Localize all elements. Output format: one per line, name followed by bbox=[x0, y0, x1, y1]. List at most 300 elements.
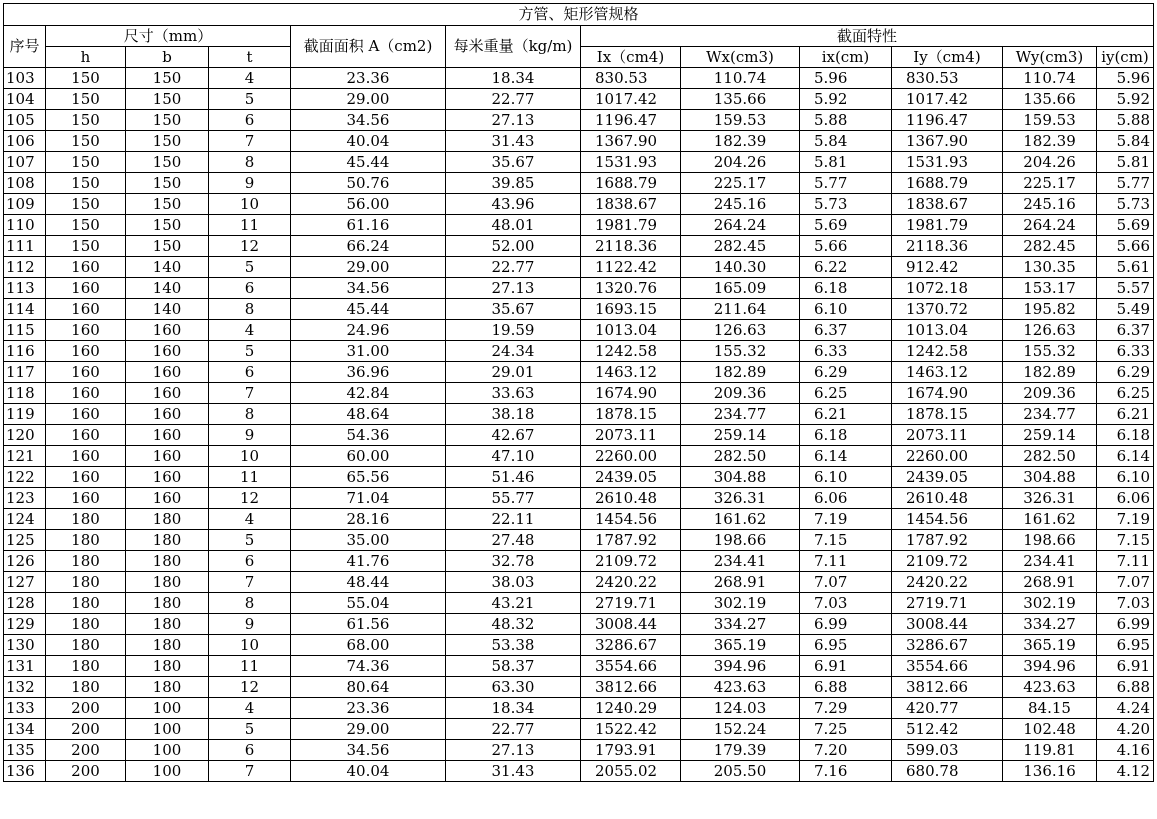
cell-b: 180 bbox=[126, 614, 209, 635]
cell-b: 180 bbox=[126, 551, 209, 572]
cell-weight: 35.67 bbox=[446, 152, 581, 173]
table-row bbox=[4, 719, 1154, 740]
cell-wy: 394.96 bbox=[1003, 656, 1097, 677]
cell-wx: 110.74 bbox=[681, 68, 800, 89]
cell-h: 160 bbox=[46, 320, 126, 341]
cell-ix-cm: 6.18 bbox=[800, 425, 892, 446]
table-title: 方管、矩形管规格 bbox=[4, 4, 1154, 26]
cell-area: 74.36 bbox=[291, 656, 446, 677]
table-row bbox=[4, 656, 1154, 677]
cell-ix-cm: 7.07 bbox=[800, 572, 892, 593]
cell-h: 160 bbox=[46, 488, 126, 509]
header-t: t bbox=[209, 47, 291, 68]
cell-h: 160 bbox=[46, 341, 126, 362]
cell-area: 55.04 bbox=[291, 593, 446, 614]
cell-iy-cm: 6.88 bbox=[1097, 677, 1154, 698]
cell-iy-cm: 7.07 bbox=[1097, 572, 1154, 593]
cell-h: 180 bbox=[46, 551, 126, 572]
cell-iy-cm: 6.29 bbox=[1097, 362, 1154, 383]
cell-t: 5 bbox=[209, 257, 291, 278]
cell-ix-cm: 7.19 bbox=[800, 509, 892, 530]
cell-index: 121 bbox=[4, 446, 46, 467]
cell-iy-cm4: 1787.92 bbox=[892, 530, 1003, 551]
cell-weight: 63.30 bbox=[446, 677, 581, 698]
cell-h: 150 bbox=[46, 236, 126, 257]
cell-ix-cm: 6.95 bbox=[800, 635, 892, 656]
cell-index: 124 bbox=[4, 509, 46, 530]
cell-iy-cm: 6.33 bbox=[1097, 341, 1154, 362]
cell-weight: 53.38 bbox=[446, 635, 581, 656]
cell-index: 106 bbox=[4, 131, 46, 152]
cell-iy-cm: 6.06 bbox=[1097, 488, 1154, 509]
cell-area: 71.04 bbox=[291, 488, 446, 509]
cell-weight: 38.03 bbox=[446, 572, 581, 593]
cell-index: 115 bbox=[4, 320, 46, 341]
cell-iy-cm: 5.81 bbox=[1097, 152, 1154, 173]
cell-h: 200 bbox=[46, 740, 126, 761]
cell-area: 40.04 bbox=[291, 131, 446, 152]
cell-wx: 282.45 bbox=[681, 236, 800, 257]
cell-iy-cm4: 2260.00 bbox=[892, 446, 1003, 467]
cell-ix-cm: 6.22 bbox=[800, 257, 892, 278]
cell-h: 180 bbox=[46, 614, 126, 635]
cell-ix-cm4: 1688.79 bbox=[581, 173, 681, 194]
cell-iy-cm4: 1878.15 bbox=[892, 404, 1003, 425]
cell-h: 150 bbox=[46, 215, 126, 236]
cell-index: 114 bbox=[4, 299, 46, 320]
cell-wx: 159.53 bbox=[681, 110, 800, 131]
cell-wy: 225.17 bbox=[1003, 173, 1097, 194]
cell-area: 40.04 bbox=[291, 761, 446, 782]
cell-wx: 140.30 bbox=[681, 257, 800, 278]
cell-wy: 195.82 bbox=[1003, 299, 1097, 320]
cell-t: 12 bbox=[209, 236, 291, 257]
cell-area: 45.44 bbox=[291, 152, 446, 173]
cell-t: 11 bbox=[209, 215, 291, 236]
cell-iy-cm4: 1531.93 bbox=[892, 152, 1003, 173]
cell-iy-cm: 5.61 bbox=[1097, 257, 1154, 278]
cell-weight: 22.77 bbox=[446, 257, 581, 278]
cell-iy-cm: 6.18 bbox=[1097, 425, 1154, 446]
cell-ix-cm: 5.84 bbox=[800, 131, 892, 152]
cell-area: 29.00 bbox=[291, 89, 446, 110]
cell-index: 127 bbox=[4, 572, 46, 593]
cell-iy-cm: 5.69 bbox=[1097, 215, 1154, 236]
cell-iy-cm4: 1367.90 bbox=[892, 131, 1003, 152]
cell-area: 66.24 bbox=[291, 236, 446, 257]
cell-wy: 130.35 bbox=[1003, 257, 1097, 278]
cell-ix-cm4: 1693.15 bbox=[581, 299, 681, 320]
cell-wx: 225.17 bbox=[681, 173, 800, 194]
cell-t: 8 bbox=[209, 152, 291, 173]
table-row bbox=[4, 110, 1154, 131]
table-row bbox=[4, 383, 1154, 404]
cell-wx: 209.36 bbox=[681, 383, 800, 404]
cell-index: 122 bbox=[4, 467, 46, 488]
cell-ix-cm: 5.73 bbox=[800, 194, 892, 215]
cell-ix-cm: 7.16 bbox=[800, 761, 892, 782]
cell-iy-cm: 7.15 bbox=[1097, 530, 1154, 551]
cell-wx: 282.50 bbox=[681, 446, 800, 467]
cell-wx: 155.32 bbox=[681, 341, 800, 362]
cell-ix-cm4: 3008.44 bbox=[581, 614, 681, 635]
cell-ix-cm4: 2055.02 bbox=[581, 761, 681, 782]
cell-iy-cm4: 1242.58 bbox=[892, 341, 1003, 362]
cell-iy-cm4: 1463.12 bbox=[892, 362, 1003, 383]
cell-b: 160 bbox=[126, 467, 209, 488]
cell-wy: 264.24 bbox=[1003, 215, 1097, 236]
cell-t: 11 bbox=[209, 656, 291, 677]
cell-iy-cm: 5.92 bbox=[1097, 89, 1154, 110]
cell-iy-cm: 5.88 bbox=[1097, 110, 1154, 131]
cell-iy-cm4: 830.53 bbox=[892, 68, 1003, 89]
cell-iy-cm4: 912.42 bbox=[892, 257, 1003, 278]
cell-b: 150 bbox=[126, 89, 209, 110]
cell-b: 180 bbox=[126, 530, 209, 551]
cell-ix-cm4: 1367.90 bbox=[581, 131, 681, 152]
cell-ix-cm4: 1878.15 bbox=[581, 404, 681, 425]
cell-b: 150 bbox=[126, 194, 209, 215]
cell-ix-cm4: 2073.11 bbox=[581, 425, 681, 446]
cell-wy: 259.14 bbox=[1003, 425, 1097, 446]
cell-area: 31.00 bbox=[291, 341, 446, 362]
cell-t: 4 bbox=[209, 320, 291, 341]
cell-wy: 126.63 bbox=[1003, 320, 1097, 341]
cell-ix-cm4: 1463.12 bbox=[581, 362, 681, 383]
cell-b: 150 bbox=[126, 131, 209, 152]
cell-weight: 27.48 bbox=[446, 530, 581, 551]
cell-ix-cm4: 2420.22 bbox=[581, 572, 681, 593]
cell-weight: 32.78 bbox=[446, 551, 581, 572]
table-row bbox=[4, 341, 1154, 362]
cell-wx: 204.26 bbox=[681, 152, 800, 173]
header-size-group: 尺寸（mm） bbox=[46, 26, 291, 47]
cell-iy-cm: 4.16 bbox=[1097, 740, 1154, 761]
cell-t: 10 bbox=[209, 446, 291, 467]
cell-iy-cm4: 1370.72 bbox=[892, 299, 1003, 320]
cell-ix-cm: 6.88 bbox=[800, 677, 892, 698]
cell-area: 61.16 bbox=[291, 215, 446, 236]
cell-index: 132 bbox=[4, 677, 46, 698]
cell-iy-cm4: 3008.44 bbox=[892, 614, 1003, 635]
cell-b: 160 bbox=[126, 488, 209, 509]
cell-t: 5 bbox=[209, 530, 291, 551]
cell-ix-cm4: 2109.72 bbox=[581, 551, 681, 572]
table-row bbox=[4, 194, 1154, 215]
cell-area: 68.00 bbox=[291, 635, 446, 656]
cell-iy-cm4: 3554.66 bbox=[892, 656, 1003, 677]
header-index: 序号 bbox=[4, 26, 46, 68]
table-row bbox=[4, 278, 1154, 299]
cell-ix-cm4: 1240.29 bbox=[581, 698, 681, 719]
header-ix-cm4: Ix（cm4) bbox=[581, 47, 681, 68]
cell-wx: 423.63 bbox=[681, 677, 800, 698]
cell-iy-cm4: 1013.04 bbox=[892, 320, 1003, 341]
cell-iy-cm: 5.84 bbox=[1097, 131, 1154, 152]
cell-t: 10 bbox=[209, 194, 291, 215]
cell-index: 117 bbox=[4, 362, 46, 383]
table-row bbox=[4, 488, 1154, 509]
cell-ix-cm: 7.03 bbox=[800, 593, 892, 614]
cell-index: 118 bbox=[4, 383, 46, 404]
cell-wx: 211.64 bbox=[681, 299, 800, 320]
table-row bbox=[4, 509, 1154, 530]
cell-index: 119 bbox=[4, 404, 46, 425]
cell-iy-cm4: 1688.79 bbox=[892, 173, 1003, 194]
cell-wy: 334.27 bbox=[1003, 614, 1097, 635]
cell-weight: 22.77 bbox=[446, 89, 581, 110]
table-row bbox=[4, 614, 1154, 635]
cell-ix-cm4: 1522.42 bbox=[581, 719, 681, 740]
cell-index: 109 bbox=[4, 194, 46, 215]
table-row bbox=[4, 68, 1154, 89]
cell-b: 100 bbox=[126, 761, 209, 782]
cell-wy: 155.32 bbox=[1003, 341, 1097, 362]
cell-index: 112 bbox=[4, 257, 46, 278]
cell-h: 180 bbox=[46, 593, 126, 614]
cell-index: 107 bbox=[4, 152, 46, 173]
table-row bbox=[4, 215, 1154, 236]
cell-ix-cm4: 830.53 bbox=[581, 68, 681, 89]
cell-wy: 268.91 bbox=[1003, 572, 1097, 593]
cell-b: 100 bbox=[126, 698, 209, 719]
cell-weight: 22.11 bbox=[446, 509, 581, 530]
cell-b: 160 bbox=[126, 383, 209, 404]
cell-ix-cm: 5.77 bbox=[800, 173, 892, 194]
table-row bbox=[4, 740, 1154, 761]
cell-wx: 165.09 bbox=[681, 278, 800, 299]
cell-ix-cm: 7.25 bbox=[800, 719, 892, 740]
header-section-group: 截面特性 bbox=[581, 26, 1154, 47]
cell-wx: 264.24 bbox=[681, 215, 800, 236]
cell-h: 180 bbox=[46, 509, 126, 530]
cell-weight: 51.46 bbox=[446, 467, 581, 488]
cell-iy-cm4: 1196.47 bbox=[892, 110, 1003, 131]
cell-wx: 179.39 bbox=[681, 740, 800, 761]
cell-weight: 43.96 bbox=[446, 194, 581, 215]
cell-ix-cm: 5.88 bbox=[800, 110, 892, 131]
table-row bbox=[4, 530, 1154, 551]
cell-wy: 209.36 bbox=[1003, 383, 1097, 404]
cell-b: 160 bbox=[126, 362, 209, 383]
cell-weight: 27.13 bbox=[446, 740, 581, 761]
cell-t: 7 bbox=[209, 383, 291, 404]
cell-t: 12 bbox=[209, 677, 291, 698]
cell-ix-cm4: 3286.67 bbox=[581, 635, 681, 656]
cell-ix-cm: 6.14 bbox=[800, 446, 892, 467]
header-b: b bbox=[126, 47, 209, 68]
cell-ix-cm4: 1531.93 bbox=[581, 152, 681, 173]
cell-ix-cm: 7.11 bbox=[800, 551, 892, 572]
cell-t: 4 bbox=[209, 698, 291, 719]
cell-iy-cm4: 1838.67 bbox=[892, 194, 1003, 215]
cell-ix-cm: 6.06 bbox=[800, 488, 892, 509]
cell-ix-cm4: 1320.76 bbox=[581, 278, 681, 299]
cell-h: 150 bbox=[46, 194, 126, 215]
cell-weight: 55.77 bbox=[446, 488, 581, 509]
cell-ix-cm4: 2118.36 bbox=[581, 236, 681, 257]
cell-iy-cm4: 2719.71 bbox=[892, 593, 1003, 614]
cell-t: 7 bbox=[209, 572, 291, 593]
cell-iy-cm4: 2610.48 bbox=[892, 488, 1003, 509]
cell-index: 129 bbox=[4, 614, 46, 635]
cell-ix-cm: 7.15 bbox=[800, 530, 892, 551]
cell-b: 180 bbox=[126, 572, 209, 593]
cell-iy-cm: 5.96 bbox=[1097, 68, 1154, 89]
cell-ix-cm: 6.10 bbox=[800, 467, 892, 488]
cell-index: 105 bbox=[4, 110, 46, 131]
cell-ix-cm4: 1454.56 bbox=[581, 509, 681, 530]
cell-b: 180 bbox=[126, 635, 209, 656]
cell-h: 160 bbox=[46, 383, 126, 404]
cell-ix-cm4: 1242.58 bbox=[581, 341, 681, 362]
cell-h: 160 bbox=[46, 278, 126, 299]
cell-ix-cm4: 1787.92 bbox=[581, 530, 681, 551]
cell-wy: 159.53 bbox=[1003, 110, 1097, 131]
cell-h: 160 bbox=[46, 299, 126, 320]
cell-iy-cm: 4.12 bbox=[1097, 761, 1154, 782]
table-row bbox=[4, 299, 1154, 320]
cell-b: 150 bbox=[126, 110, 209, 131]
cell-t: 9 bbox=[209, 614, 291, 635]
cell-wx: 394.96 bbox=[681, 656, 800, 677]
cell-wy: 365.19 bbox=[1003, 635, 1097, 656]
table-row bbox=[4, 320, 1154, 341]
cell-iy-cm: 7.11 bbox=[1097, 551, 1154, 572]
cell-t: 10 bbox=[209, 635, 291, 656]
cell-iy-cm4: 599.03 bbox=[892, 740, 1003, 761]
cell-iy-cm: 5.57 bbox=[1097, 278, 1154, 299]
cell-area: 42.84 bbox=[291, 383, 446, 404]
cell-iy-cm: 5.73 bbox=[1097, 194, 1154, 215]
cell-weight: 29.01 bbox=[446, 362, 581, 383]
cell-ix-cm: 6.37 bbox=[800, 320, 892, 341]
cell-h: 180 bbox=[46, 530, 126, 551]
cell-area: 80.64 bbox=[291, 677, 446, 698]
cell-ix-cm4: 3554.66 bbox=[581, 656, 681, 677]
cell-wy: 423.63 bbox=[1003, 677, 1097, 698]
cell-iy-cm4: 3812.66 bbox=[892, 677, 1003, 698]
cell-area: 65.56 bbox=[291, 467, 446, 488]
cell-b: 160 bbox=[126, 404, 209, 425]
cell-wy: 302.19 bbox=[1003, 593, 1097, 614]
cell-wy: 182.89 bbox=[1003, 362, 1097, 383]
table-row bbox=[4, 425, 1154, 446]
cell-iy-cm4: 680.78 bbox=[892, 761, 1003, 782]
cell-ix-cm: 6.25 bbox=[800, 383, 892, 404]
cell-area: 48.44 bbox=[291, 572, 446, 593]
table-row bbox=[4, 236, 1154, 257]
cell-wy: 326.31 bbox=[1003, 488, 1097, 509]
table-row bbox=[4, 677, 1154, 698]
cell-iy-cm4: 1981.79 bbox=[892, 215, 1003, 236]
cell-b: 150 bbox=[126, 215, 209, 236]
cell-ix-cm4: 2260.00 bbox=[581, 446, 681, 467]
cell-wy: 161.62 bbox=[1003, 509, 1097, 530]
cell-iy-cm: 7.19 bbox=[1097, 509, 1154, 530]
cell-wx: 365.19 bbox=[681, 635, 800, 656]
cell-area: 41.76 bbox=[291, 551, 446, 572]
cell-ix-cm: 7.20 bbox=[800, 740, 892, 761]
cell-iy-cm: 6.37 bbox=[1097, 320, 1154, 341]
cell-wx: 334.27 bbox=[681, 614, 800, 635]
cell-iy-cm4: 512.42 bbox=[892, 719, 1003, 740]
table-row bbox=[4, 761, 1154, 782]
cell-ix-cm4: 1122.42 bbox=[581, 257, 681, 278]
cell-weight: 27.13 bbox=[446, 278, 581, 299]
cell-iy-cm: 6.14 bbox=[1097, 446, 1154, 467]
cell-wx: 152.24 bbox=[681, 719, 800, 740]
cell-wx: 135.66 bbox=[681, 89, 800, 110]
cell-t: 8 bbox=[209, 299, 291, 320]
cell-iy-cm: 6.10 bbox=[1097, 467, 1154, 488]
cell-weight: 27.13 bbox=[446, 110, 581, 131]
cell-index: 103 bbox=[4, 68, 46, 89]
cell-area: 54.36 bbox=[291, 425, 446, 446]
table-row bbox=[4, 131, 1154, 152]
cell-h: 180 bbox=[46, 677, 126, 698]
table-row bbox=[4, 467, 1154, 488]
cell-iy-cm: 6.95 bbox=[1097, 635, 1154, 656]
cell-area: 24.96 bbox=[291, 320, 446, 341]
cell-t: 9 bbox=[209, 425, 291, 446]
cell-index: 110 bbox=[4, 215, 46, 236]
cell-ix-cm: 6.99 bbox=[800, 614, 892, 635]
cell-b: 150 bbox=[126, 173, 209, 194]
cell-t: 6 bbox=[209, 278, 291, 299]
cell-wx: 182.89 bbox=[681, 362, 800, 383]
cell-ix-cm: 5.66 bbox=[800, 236, 892, 257]
spec-table bbox=[3, 3, 1154, 782]
cell-ix-cm4: 3812.66 bbox=[581, 677, 681, 698]
cell-t: 7 bbox=[209, 131, 291, 152]
cell-index: 116 bbox=[4, 341, 46, 362]
header-wy: Wy(cm3) bbox=[1003, 47, 1097, 68]
cell-index: 123 bbox=[4, 488, 46, 509]
cell-wx: 245.16 bbox=[681, 194, 800, 215]
cell-area: 56.00 bbox=[291, 194, 446, 215]
table-row bbox=[4, 698, 1154, 719]
table-row bbox=[4, 173, 1154, 194]
cell-iy-cm: 7.03 bbox=[1097, 593, 1154, 614]
cell-b: 140 bbox=[126, 299, 209, 320]
cell-iy-cm4: 1072.18 bbox=[892, 278, 1003, 299]
cell-wy: 282.50 bbox=[1003, 446, 1097, 467]
cell-iy-cm4: 2420.22 bbox=[892, 572, 1003, 593]
cell-b: 160 bbox=[126, 341, 209, 362]
cell-wx: 161.62 bbox=[681, 509, 800, 530]
cell-weight: 24.34 bbox=[446, 341, 581, 362]
cell-index: 135 bbox=[4, 740, 46, 761]
header-weight: 每米重量（kg/m) bbox=[446, 26, 581, 68]
cell-ix-cm4: 1981.79 bbox=[581, 215, 681, 236]
cell-b: 180 bbox=[126, 593, 209, 614]
cell-index: 133 bbox=[4, 698, 46, 719]
cell-iy-cm: 6.91 bbox=[1097, 656, 1154, 677]
cell-b: 100 bbox=[126, 740, 209, 761]
cell-wy: 282.45 bbox=[1003, 236, 1097, 257]
cell-h: 160 bbox=[46, 362, 126, 383]
cell-h: 180 bbox=[46, 635, 126, 656]
cell-wy: 234.77 bbox=[1003, 404, 1097, 425]
cell-wy: 245.16 bbox=[1003, 194, 1097, 215]
cell-iy-cm4: 2109.72 bbox=[892, 551, 1003, 572]
cell-weight: 31.43 bbox=[446, 131, 581, 152]
cell-iy-cm: 5.77 bbox=[1097, 173, 1154, 194]
table-row bbox=[4, 89, 1154, 110]
cell-area: 48.64 bbox=[291, 404, 446, 425]
cell-t: 5 bbox=[209, 341, 291, 362]
